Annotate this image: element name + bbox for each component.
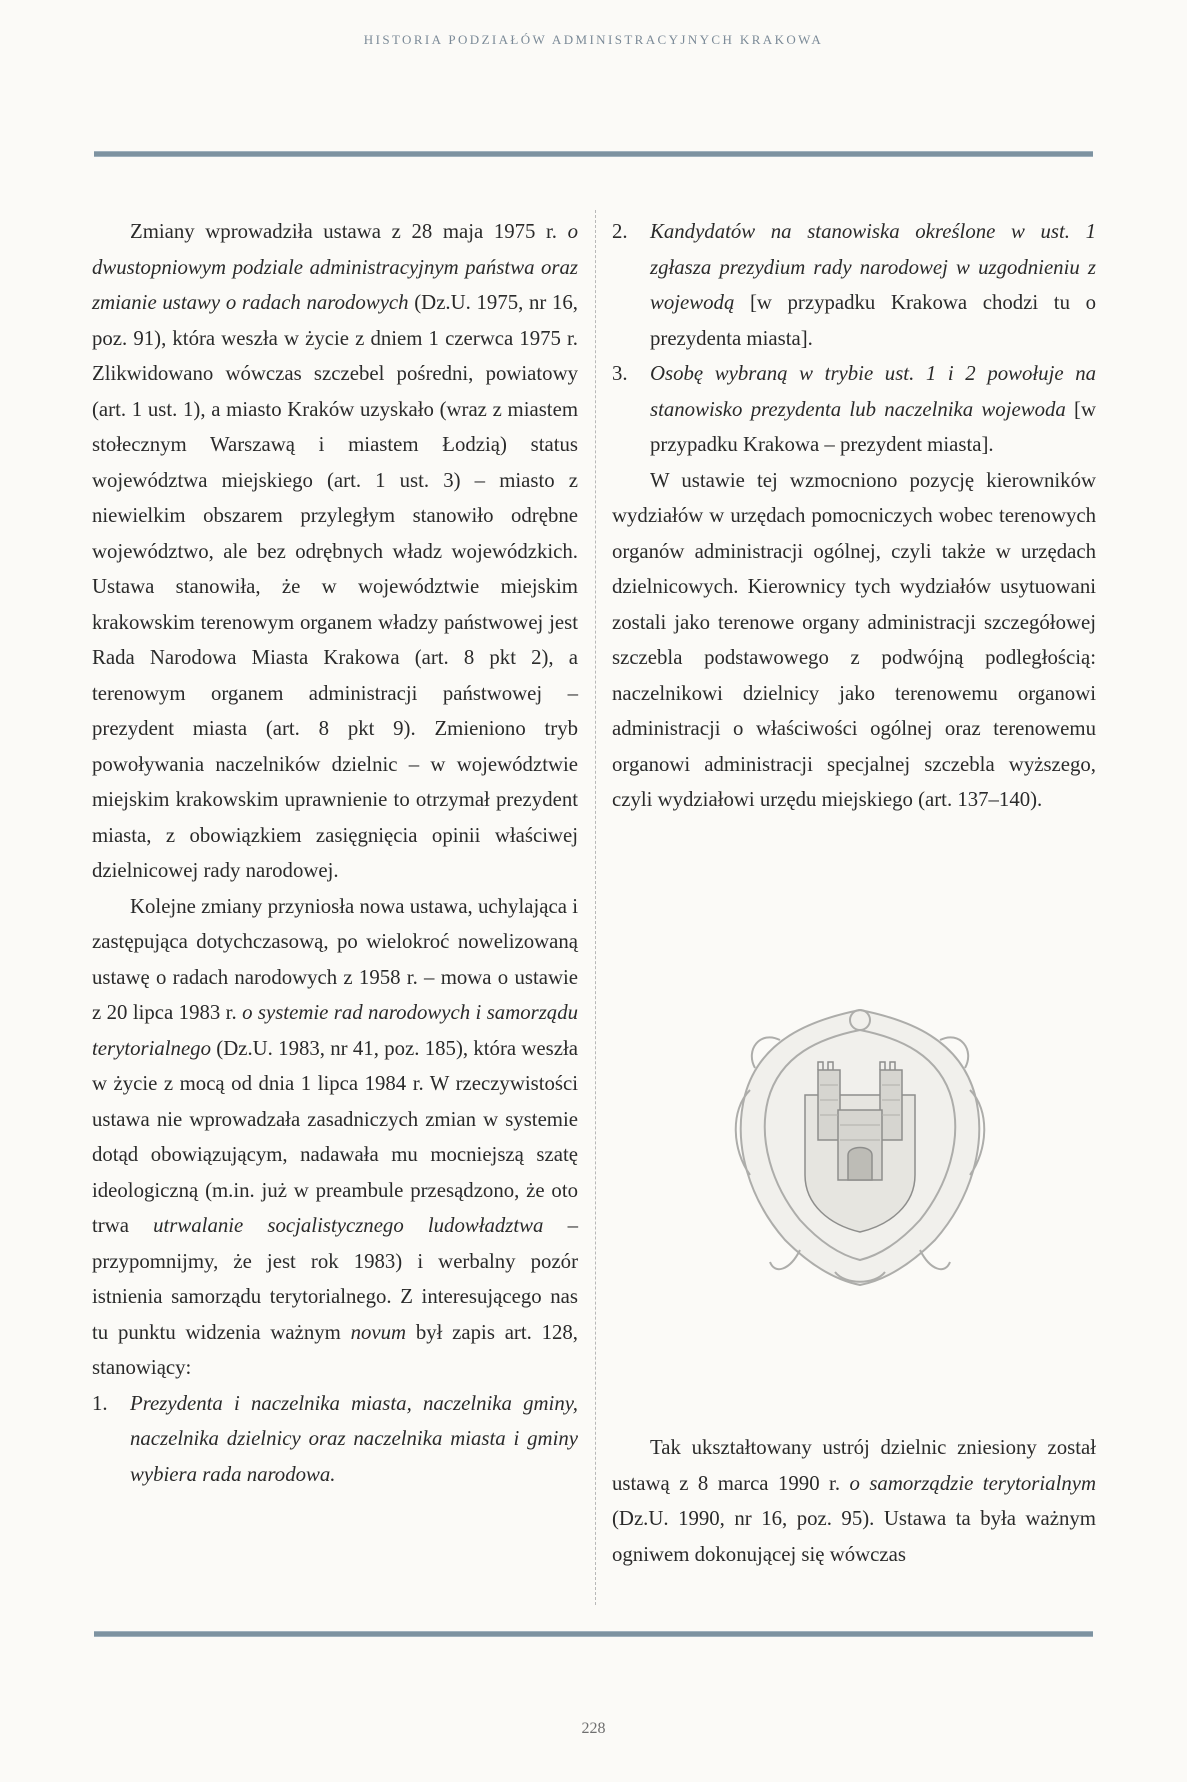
paragraph-3: W ustawie tej wzmocniono pozycję kierowników wydziałów w urzędach pomocniczych wobec terenowych organów administracji ogólnej, czyli także w urzędach dzielnicowych. Kierownicy tych wydziałów usytuowani zostali jako terenowe organy administracji szczegółowej szczebla podstawowego z podwójną podległością: naczelnikowi dzielnicy jako terenowemu organowi administracji o właściwości ogólnej oraz terenowemu organowi administracji specjalnej szczebla wyższego, czyli wydziałowi urzędu miejskiego (art. 137–140). — [612, 468, 1096, 811]
column-divider — [595, 210, 597, 1605]
novum-term: novum — [350, 1320, 407, 1344]
paragraph-1: Zmiany wprowadziła ustawa z 28 maja 1975 r. o dwustopniowym podziale administracyjnym państwa oraz zmianie ustawy o radach narodowych (Dz.U. 1975, nr 16, poz. 91), która weszła w życie z dniem 1 czerwca 1975 r. Zlikwidowano wówczas szczebel pośredni, powiatowy (art. 1 ust. 1), a miasto Kraków uzyskało (wraz z miastem stołecznym Warszawą i miastem Łodzią) status województwa miejskiego (art. 1 ust. 3) – miasto z niewielkim obszarem przyległym stanowiło odrębne województwo, ale bez odrębnych władz wojewódzkich. Ustawa stanowiła, że w województwie miejskim krakowskim terenowym organem władzy państwowej jest Rada Narodowa Miasta Krakowa (art. 8 pkt 2), a terenowym organem administracji państwowej – prezydent miasta (art. 8 pkt 9). Zmieniono tryb powoływania naczelników dzielnic – w województwie miejskim krakowskim uprawnienie to otrzymał prezydent miasta, z obowiązkiem zasięgnięcia opinii właściwej dzielnicowej rady narodowej. — [92, 220, 578, 882]
item-number: 2. — [612, 220, 628, 243]
act-title-1983: o systemie rad narodowych i samorządu terytorialnego — [92, 1001, 578, 1060]
article-item-1 — [92, 1386, 578, 1493]
article-item-3 — [612, 356, 1096, 463]
bottom-rule — [94, 1631, 1093, 1637]
running-header: HISTORIA PODZIAŁÓW ADMINISTRACYJNYCH KRAKOWA — [363, 32, 824, 47]
item-number: 1. — [92, 1391, 108, 1415]
item-text: Osobę wybraną w trybie ust. 1 i 2 powołuje na stanowisko prezydenta lub naczelnika wojewoda — [650, 362, 1096, 421]
paragraph-2: Kolejne zmiany przyniosła nowa ustawa, uchylająca i zastępująca dotychczasową, po wielokroć nowelizowaną ustawę o radach narodowych z 1958 r. – mowa o ustawie z 20 lipca 1983 r. o systemie rad narodowych i samorządu terytorialnego (Dz.U. 1983, nr 41, poz. 185), która weszła w życie z mocą od dnia 1 lipca 1984 r. W rzeczywistości ustawa nie wprowadzała zasadniczych zmian w systemie dotąd obowiązującym, nadawała mu mocniejszą szatę ideologiczną (m.in. już w preambule przesądzono, że oto trwa utrwalanie socjalistycznego ludowładztwa – przypomnijmy, że jest rok 1983) i werbalny pozór istnienia samorządu terytorialnego. Z interesującego nas tu punktu widzenia ważnym novum był zapis art. 128, stanowiący: — [92, 894, 578, 1379]
item-text: Kandydatów na stanowiska określone w ust. 1 zgłasza prezydium rady narodowej w uzgodnieniu z wojewodą — [650, 220, 1096, 314]
act-title-1990: o samorządzie terytorialnym — [849, 1471, 1096, 1495]
item-number: 3. — [612, 362, 628, 385]
right-column-bottom — [612, 1430, 1096, 1572]
item-text: Prezydenta i naczelnika miasta, naczelnika gminy, naczelnika dzielnicy oraz naczelnika miasta i gminy wybiera rada narodowa. — [130, 1391, 578, 1486]
article-item-2 — [612, 214, 1096, 356]
act-title-1975: o dwustopniowym podziale administracyjnym państwa oraz zmianie ustawy o radach narodowych — [92, 220, 578, 314]
krakow-coat-of-arms-cartouche-icon — [720, 1000, 1000, 1290]
left-column — [92, 214, 578, 1492]
right-column — [612, 214, 1096, 818]
item-note: [w przypadku Krakowa chodzi tu o prezydenta miasta]. — [650, 291, 1096, 350]
item-note: [w przypadku Krakowa – prezydent miasta]. — [650, 397, 1096, 456]
paragraph-4: Tak ukształtowany ustrój dzielnic zniesiony został ustawą z 8 marca 1990 r. o samorządzie terytorialnym (Dz.U. 1990, nr 16, poz. 95). Ustawa ta była ważnym ogniwem dokonującej się wówczas — [612, 1436, 1096, 1566]
top-rule — [94, 151, 1093, 157]
page-number: 228 — [581, 1720, 606, 1737]
preamble-quote: utrwalanie socjalistycznego ludowładztwa — [153, 1214, 544, 1237]
